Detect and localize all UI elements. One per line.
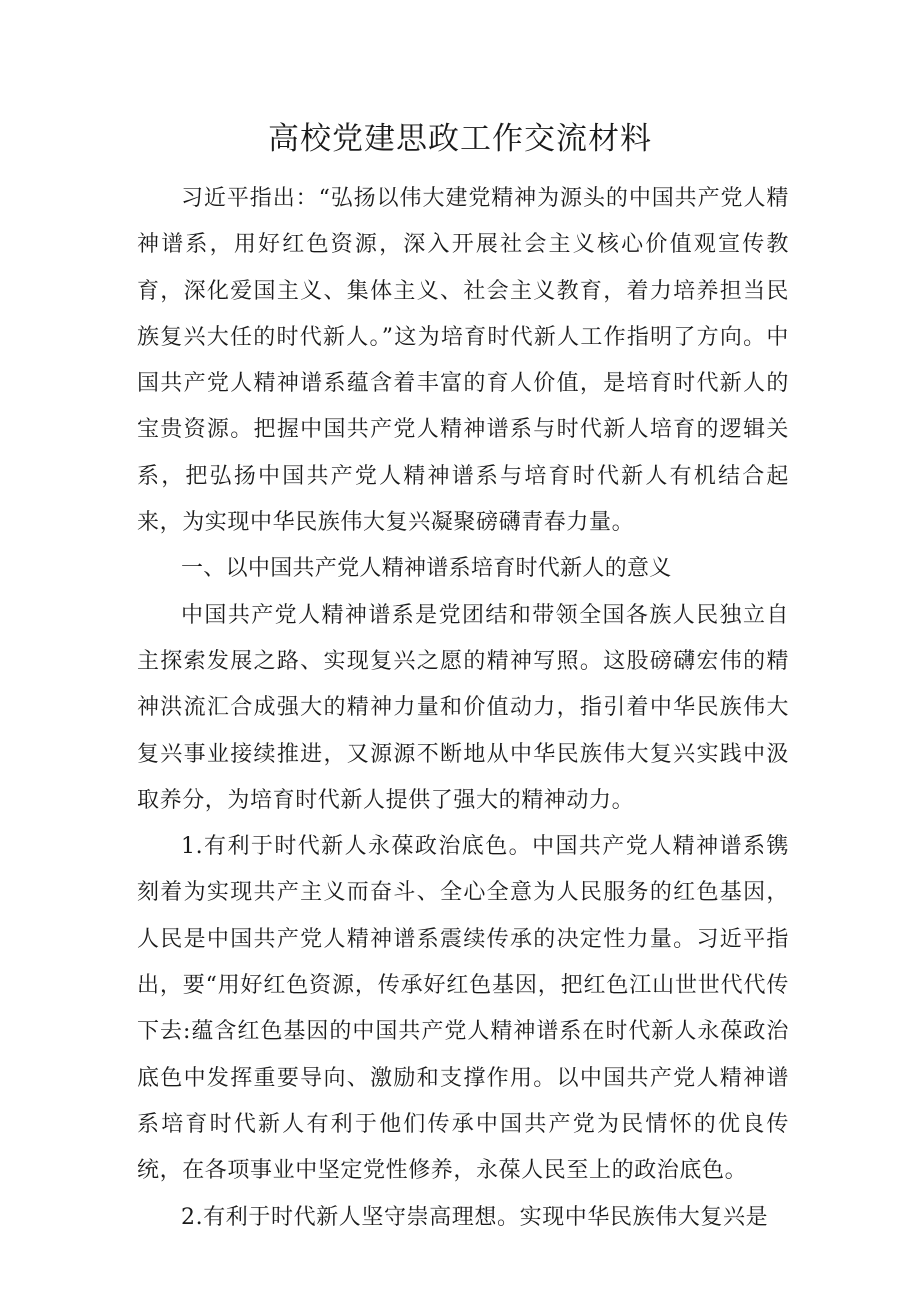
paragraph-point-1: 1.有利于时代新人永葆政治底色。中国共产党人精神谱系镌刻着为实现共产主义而奋斗、全心全意为人民服务的红色基因，人民是中国共产党人精神谱系震续传承的决定性力量。习近平指出，要“用好红色资源，传承好红色基因，把红色江山世世代代传下去:蕴含红色基因的中国共产党人精神谱系在时代新人永葆政治底色中发挥重要导向、激励和支撑作用。以中国共产党人精神谱系培育时代新人有利于他们传承中国共产党为民情怀的优良传统，在各项事业中坚定党性修养，永葆人民至上的政治底色。 — [137, 834, 789, 1184]
paragraph-point-2: 2.有利于时代新人坚守崇高理想。实现中华民族伟大复兴是 — [181, 1204, 769, 1230]
paragraph-intro: 习近平指出：“弘扬以伟大建党精神为源头的中国共产党人精神谱系，用好红色资源，深入开展社会主义核心价值观宣传教育，深化爱国主义、集体主义、社会主义教育，着力培养担当民族复兴大任的时代新人。”这为培育时代新人工作指明了方向。中国共产党人精神谱系蕴含着丰富的育人价值，是培育时代新人的宝贵资源。把握中国共产党人精神谱系与时代新人培育的逻辑关系，把弘扬中国共产党人精神谱系与培育时代新人有机结合起来，为实现中华民族伟大复兴凝聚磅礴青春力量。 — [137, 186, 789, 536]
document-title: 高校党建思政工作交流材料 — [268, 121, 652, 157]
document-body — [137, 176, 789, 1241]
paragraph-section-1-intro: 中国共产党人精神谱系是党团结和带领全国各族人民独立自主探索发展之路、实现复兴之愿的精神写照。这股磅礴宏伟的精神洪流汇合成强大的精神力量和价值动力，指引着中华民族伟大复兴事业接续推进，又源源不断地从中华民族伟大复兴实践中汲取养分，为培育时代新人提供了强大的精神动力。 — [137, 602, 789, 813]
section-heading-1: 一、以中国共产党人精神谱系培育时代新人的意义 — [181, 556, 672, 582]
